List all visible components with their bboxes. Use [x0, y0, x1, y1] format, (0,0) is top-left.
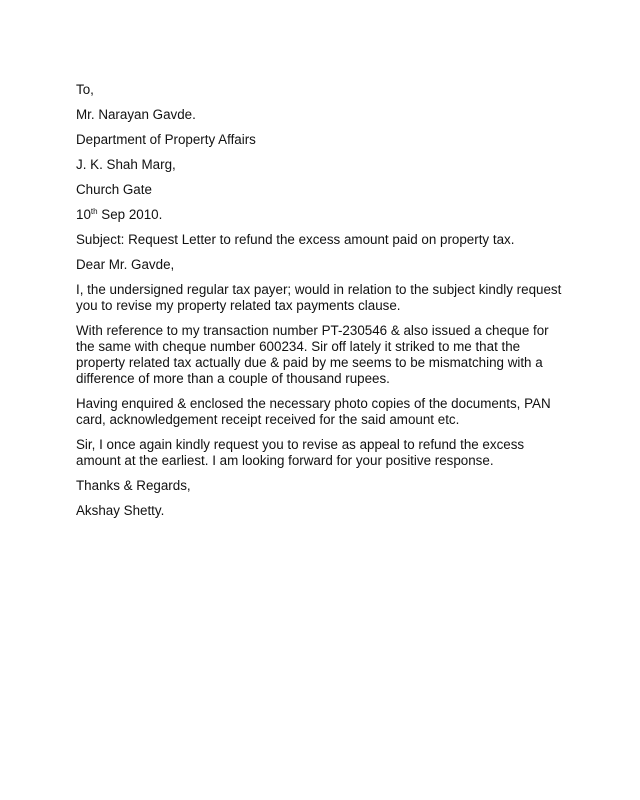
closing: Thanks & Regards, [76, 478, 191, 493]
paragraph-1: I, the undersigned regular tax payer; would in relation to the subject kindly request you to revise my property related tax payments clause. [76, 282, 562, 313]
letter-date [76, 207, 566, 223]
to-line: To, [76, 82, 94, 97]
recipient-name: Mr. Narayan Gavde. [76, 107, 196, 122]
date-day: 10 [76, 207, 91, 222]
recipient-area: Church Gate [76, 182, 152, 197]
recipient-street: J. K. Shah Marg, [76, 157, 176, 172]
paragraph-4: Sir, I once again kindly request you to revise as appeal to refund the excess amount at the earliest. I am looking forward for your positive response. [76, 437, 525, 468]
subject-line: Subject: Request Letter to refund the excess amount paid on property tax. [76, 232, 515, 247]
paragraph-3: Having enquired & enclosed the necessary photo copies of the documents, PAN card, acknowledgement receipt received for the said amount etc. [76, 396, 551, 427]
paragraph-2: With reference to my transaction number PT-230546 & also issued a cheque for the same with cheque number 600234. Sir off lately it striked to me that the property related tax actually due & paid by me seems to be mismatching with a difference of more than a couple of thousand rupees. [76, 323, 549, 386]
letter-body [76, 82, 566, 528]
signature: Akshay Shetty. [76, 503, 165, 518]
greeting: Dear Mr. Gavde, [76, 257, 175, 272]
date-suffix: th [90, 207, 98, 216]
date-rest: Sep 2010. [97, 207, 163, 222]
recipient-department: Department of Property Affairs [76, 132, 256, 147]
